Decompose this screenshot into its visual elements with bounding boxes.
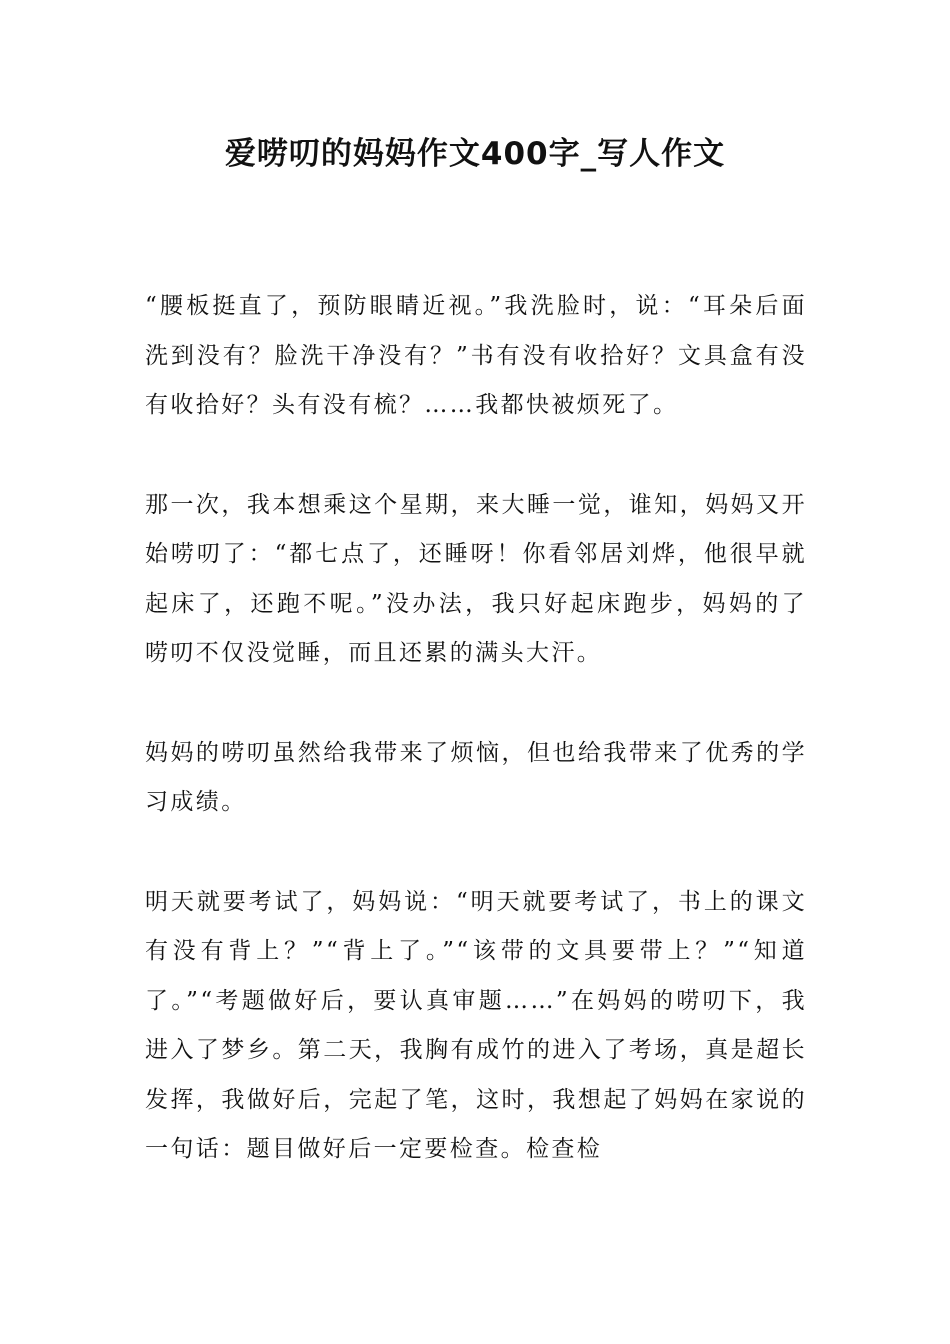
paragraph: 妈妈的唠叨虽然给我带来了烦恼，但也给我带来了优秀的学习成绩。 bbox=[145, 739, 807, 815]
document-title: 爱唠叨的妈妈作文400字_写人作文 bbox=[224, 136, 726, 172]
paragraph: “腰板挺直了，预防眼睛近视。”我洗脸时，说：“耳朵后面洗到没有？脸洗干净没有？”书有没有收拾好？文具盒有没有收拾好？头有没有梳？……我都快被烦死了。 bbox=[145, 293, 807, 418]
paragraph: 那一次，我本想乘这个星期，来大睡一觉，谁知，妈妈又开始唠叨了：“都七点了，还睡呀！你看邻居刘烨，他很早就起床了，还跑不呢。”没办法，我只好起床跑步，妈妈的了唠叨不仅没觉睡，而且还累的满头大汗。 bbox=[145, 491, 807, 666]
paragraph: 明天就要考试了，妈妈说：“明天就要考试了，书上的课文有没有背上？”“背上了。”“该带的文具要带上？”“知道了。”“考题做好后，要认真审题……”在妈妈的唠叨下，我进入了梦乡。第二天，我胸有成竹的进入了考场，真是超长发挥，我做好后，完起了笔，这时，我想起了妈妈在家说的一句话：题目做好后一定要检查。检查检 bbox=[145, 888, 807, 1162]
document-body bbox=[145, 282, 807, 1225]
